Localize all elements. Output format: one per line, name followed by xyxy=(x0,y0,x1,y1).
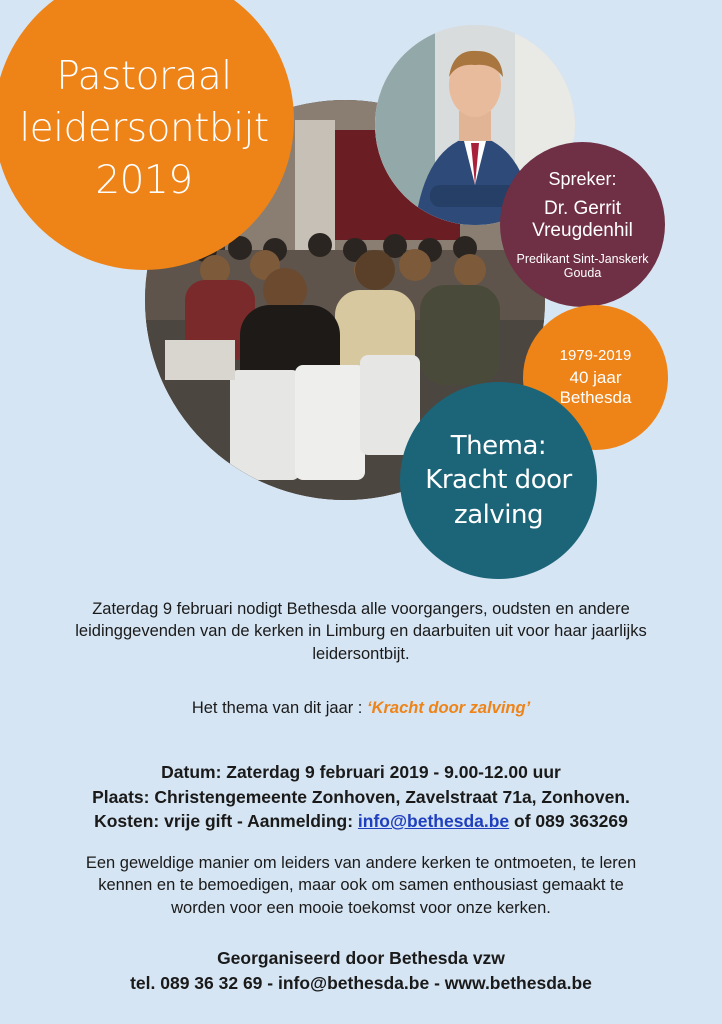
email-link[interactable]: info@bethesda.be xyxy=(357,811,510,831)
anniversary-text: Bethesda xyxy=(559,388,632,407)
intro-line: leidinggevenden van de kerken in Limburg en daarbuiten uit voor haar jaarlijks xyxy=(75,622,647,641)
theme-circle xyxy=(400,382,597,579)
title-line: Pastoraal xyxy=(56,54,232,100)
event-cost-prefix: Kosten: vrije gift - Aanmelding: xyxy=(94,811,358,831)
title-line: leidersontbijt xyxy=(19,106,269,152)
speaker-circle xyxy=(500,142,665,307)
footer xyxy=(0,946,722,995)
speaker-role: Gouda xyxy=(563,266,602,280)
title-line: 2019 xyxy=(95,157,193,203)
theme-sentence-value: ‘Kracht door zalving’ xyxy=(366,699,531,717)
anniversary-years: 1979-2019 xyxy=(559,347,632,364)
closing-line: Een geweldige manier om leiders van andere kerken te ontmoeten, te leren xyxy=(85,854,637,872)
theme-sentence-prefix: Het thema van dit jaar : xyxy=(191,699,367,717)
footer-contact: tel. 089 36 32 69 - info@bethesda.be - www.bethesda.be xyxy=(130,972,592,993)
closing-paragraph xyxy=(0,852,722,919)
closing-line: worden voor een mooie toekomst voor onze kerken. xyxy=(171,898,551,917)
anniversary-text: 40 jaar xyxy=(569,368,622,387)
event-cost-suffix: of 089 363269 xyxy=(509,811,628,831)
footer-org: Georganiseerd door Bethesda vzw xyxy=(217,948,505,968)
intro-line: Zaterdag 9 februari nodigt Bethesda alle voorgangers, oudsten en andere xyxy=(92,600,630,618)
speaker-name: Vreugdenhil xyxy=(532,220,633,241)
theme-line: Thema: xyxy=(450,430,547,461)
theme-line: zalving xyxy=(454,499,543,530)
intro-paragraph xyxy=(0,598,722,665)
event-date: Datum: Zaterdag 9 februari 2019 - 9.00-12.00 uur xyxy=(161,762,561,782)
event-cost xyxy=(0,809,722,834)
closing-line: kennen en te bemoedigen, maar ook om samen enthousiast gemaakt te xyxy=(98,876,624,895)
theme-line: Kracht door xyxy=(425,465,572,496)
speaker-name: Dr. Gerrit xyxy=(543,198,622,219)
speaker-label: Spreker: xyxy=(548,169,617,189)
event-place: Plaats: Christengemeente Zonhoven, Zavelstraat 71a, Zonhoven. xyxy=(92,786,630,807)
speaker-role: Predikant Sint-Janskerk xyxy=(516,252,649,266)
theme-sentence xyxy=(0,697,722,719)
event-details xyxy=(0,760,722,834)
intro-line: leidersontbijt. xyxy=(312,644,410,663)
